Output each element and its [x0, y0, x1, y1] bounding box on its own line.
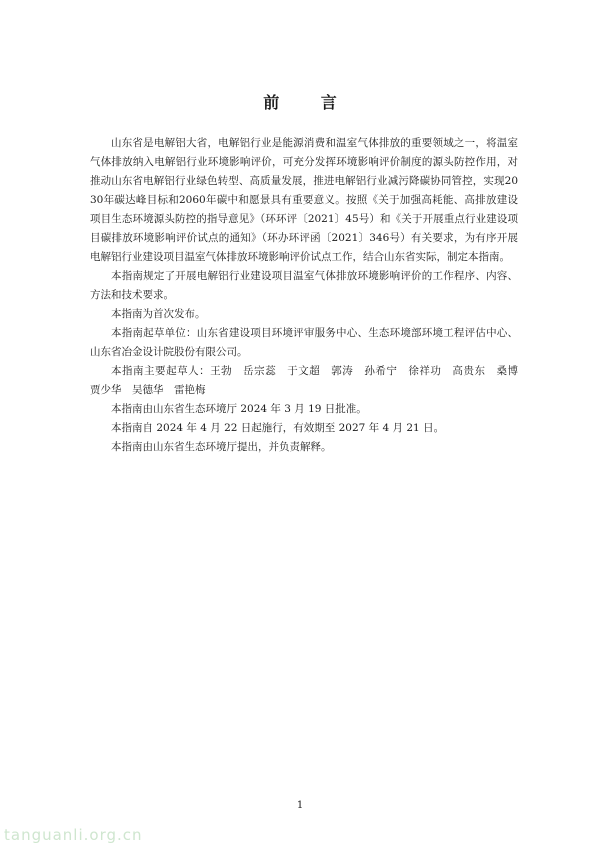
paragraph-effective-date: 本指南自 2024 年 4 月 22 日起施行，有效期至 2027 年 4 月 21 日。: [111, 422, 445, 434]
paragraph-drafters: 本指南主要起草人：王勃 岳宗蕊 于文超 郭涛 孙希宁 徐祥功 高贵东 桑博 贾少华 吴德华 雷艳梅: [90, 365, 529, 396]
paragraph-approval: 本指南由山东省生态环境厅 2024 年 3 月 19 日批准。: [111, 403, 367, 415]
paragraph-scope: 本指南规定了开展电解铝行业建设项目温室气体排放环境影响评价的工作程序、内容、方法和技术要求。: [90, 270, 518, 301]
paragraph-drafting-units: 本指南起草单位：山东省建设项目环境评审服务中心、生态环境部环境工程评估中心、山东省冶金设计院股份有限公司。: [90, 327, 518, 358]
preface-body: [90, 134, 529, 457]
paragraph-interpretation: 本指南由山东省生态环境厅提出，并负责解释。: [111, 441, 332, 453]
page-title: 前 言: [263, 93, 355, 112]
page-number: 1: [296, 800, 304, 811]
paragraph-first-release: 本指南为首次发布。: [111, 308, 206, 320]
watermark-text: tanguanli.org.cn: [4, 826, 143, 844]
paragraph-intro: 山东省是电解铝大省，电解铝行业是能源消费和温室气体排放的重要领域之一，将温室气体排放纳入电解铝行业环境影响评价，可充分发挥环境影响评价制度的源头防控作用，对推动山东省电解铝行业绿色转型、高质量发展，推进电解铝行业减污降碳协同管控，实现2030年碳达峰目标和2060年碳中和愿景具有重要意义。按照《关于加强高耗能、高排放建设项目生态环境源头防控的指导意见》（环环评〔2021〕45号）和《关于开展重点行业建设项目碳排放环境影响评价试点的通知》（环办环评函〔2021〕346号）有关要求，为有序开展电解铝行业建设项目温室气体排放环境影响评价试点工作，结合山东省实际，制定本指南。: [90, 137, 518, 263]
